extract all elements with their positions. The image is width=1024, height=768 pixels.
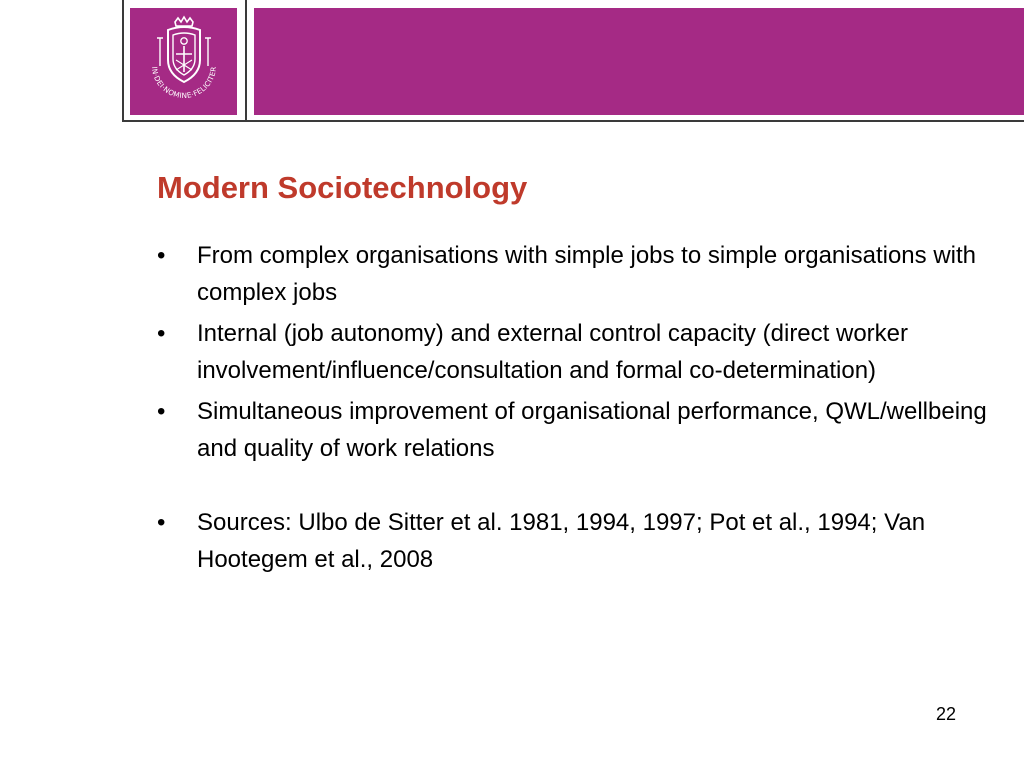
bullet-marker: • xyxy=(157,320,166,347)
bullet-text: Internal (job autonomy) and external control capacity (direct worker involvement/influence/consultation and formal co-determination) xyxy=(197,320,908,384)
bullet-item xyxy=(157,504,997,578)
bullet-item xyxy=(157,393,997,467)
bullet-item xyxy=(157,315,997,389)
university-seal-icon xyxy=(130,8,237,115)
header-divider xyxy=(245,0,247,122)
page-number: 22 xyxy=(936,704,957,724)
bullet-text: Sources: Ulbo de Sitter et al. 1981, 1994, 1997; Pot et al., 1994; Van Hootegem et al., 2008 xyxy=(197,509,926,573)
bullet-text: From complex organisations with simple jobs to simple organisations with complex jobs xyxy=(197,242,976,306)
bullet-list xyxy=(157,237,997,582)
bullet-marker: • xyxy=(157,242,166,269)
university-logo xyxy=(130,8,237,115)
bullet-marker: • xyxy=(157,398,166,425)
bullet-text: Simultaneous improvement of organisational performance, QWL/wellbeing and quality of work relations xyxy=(197,398,987,462)
logo-motto: IN·DEI·NOMINE·FELICITER xyxy=(149,66,219,101)
bullet-marker: • xyxy=(157,509,166,536)
header-banner xyxy=(254,8,1024,115)
slide-title: Modern Sociotechnology xyxy=(157,170,528,205)
bullet-item xyxy=(157,237,997,311)
